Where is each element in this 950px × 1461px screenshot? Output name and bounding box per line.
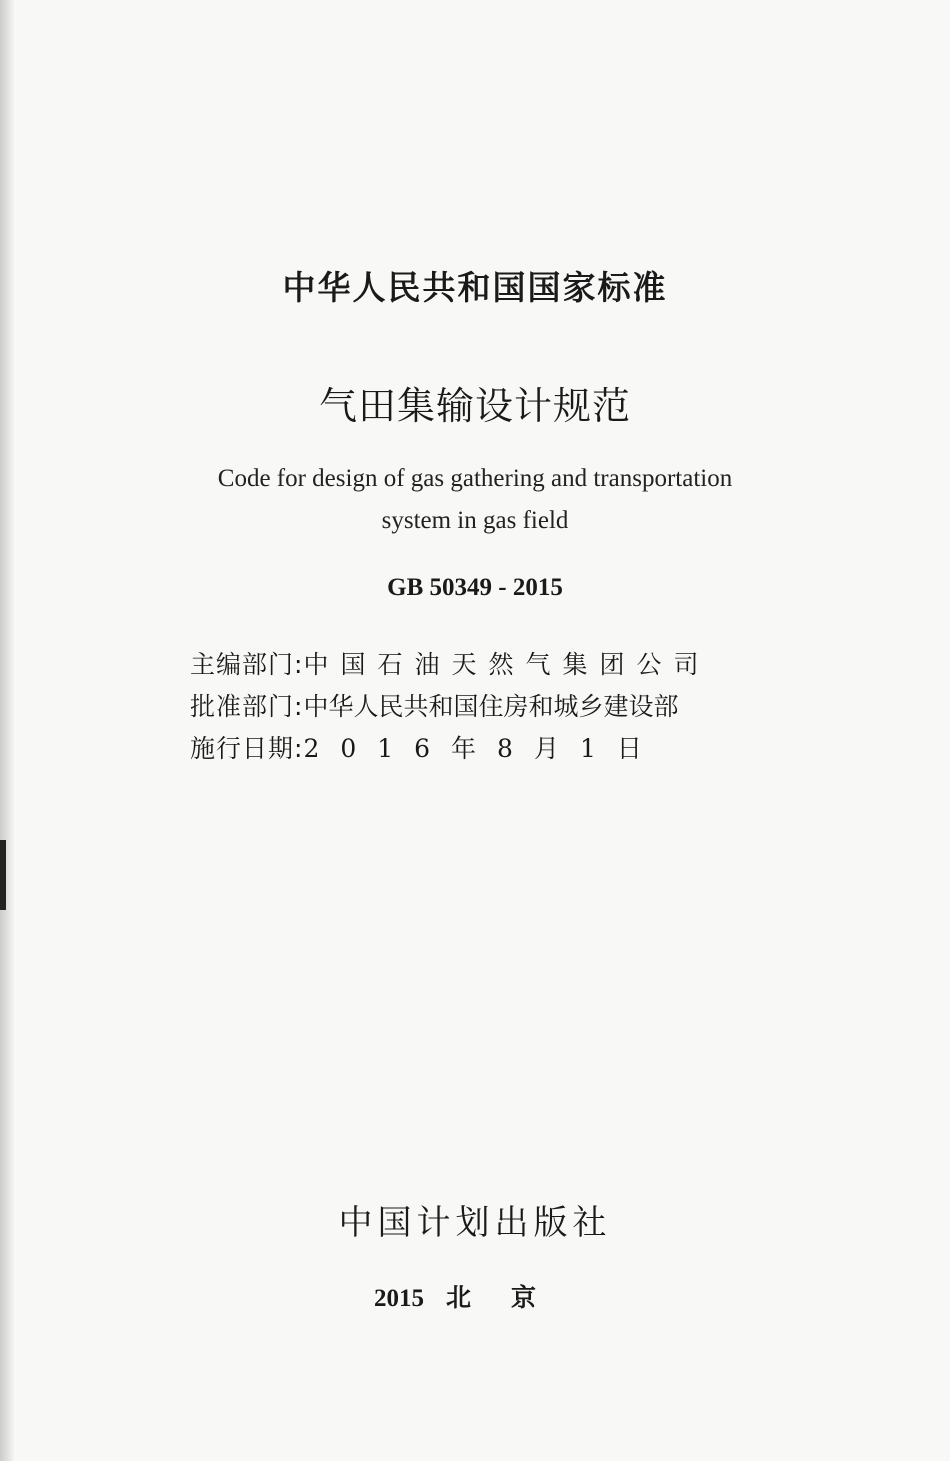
editor-value: 中国石油天然气集团公司 (303, 650, 711, 679)
title-english (0, 458, 950, 542)
title-english-line-2: system in gas field (381, 507, 569, 534)
publication-place (0, 1278, 950, 1314)
title-chinese: 气田集输设计规范 (318, 384, 631, 428)
info-block (190, 642, 750, 768)
approver-value: 中华人民共和国住房和城乡建设部 (303, 692, 679, 721)
editor-label: 主编部门: (190, 650, 304, 679)
info-row-effective-date (190, 726, 750, 768)
publication-year: 2015 (373, 1285, 424, 1312)
effective-date-label: 施行日期: (190, 734, 304, 763)
scan-edge-mark (0, 840, 6, 910)
effective-date-value: 2016年8月1日 (303, 734, 663, 763)
national-standard-heading: 中华人民共和国国家标准 (282, 268, 668, 307)
publisher-name: 中国计划出版社 (338, 1203, 612, 1243)
info-row-approver (190, 684, 750, 726)
approver-label: 批准部门: (190, 692, 304, 721)
standard-code: GB 50349 - 2015 (387, 574, 563, 601)
publication-city: 北京 (445, 1283, 576, 1312)
title-english-line-1: Code for design of gas gathering and transportation (217, 465, 733, 492)
info-row-editor (190, 642, 750, 684)
